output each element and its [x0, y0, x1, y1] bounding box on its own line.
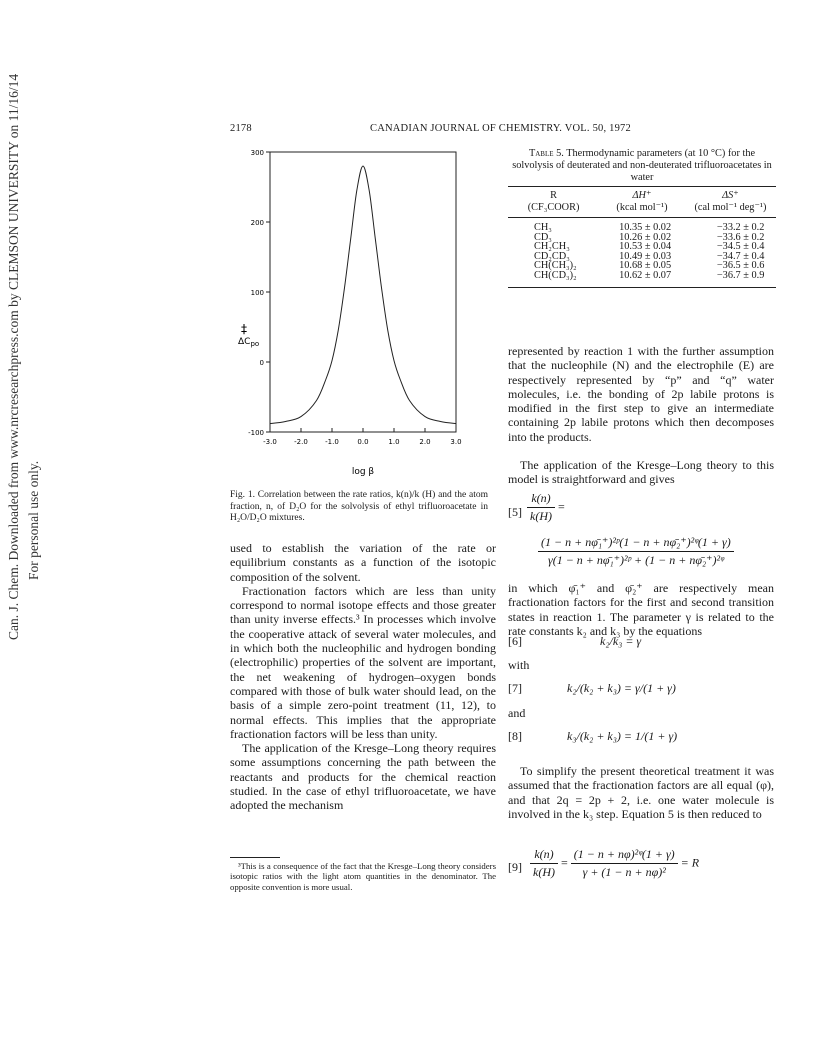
table-cell: 10.26 ± 0.02: [619, 231, 672, 243]
text-and: and: [508, 706, 526, 720]
left-paragraph-2: Fractionation factors which are less than unity correspond to normal isotope effects and those greater than unity inverse effects.³ In processes which involve the cooperative attack of several water molecules, and in which both the nucleophilic and hydrogen bonding (electrophilic) properties of the solvent are important, the net weakening of hydrogen–oxygen bonds compared with those of bulk water should lead, on the basis of a simple zero-point treatment (11, 12), to normal effects. This implies that the appropriate fractionation factors will be less than unity.: [230, 583, 496, 741]
table-row: [508, 218, 776, 233]
y-tick-label: 0: [259, 359, 264, 367]
table-row: [508, 271, 776, 287]
y-tick-label: 300: [250, 149, 264, 157]
table-header-r: R (CF₃COOR): [527, 190, 580, 213]
eq8: k₃/(k₂ + k₃) = 1/(1 + γ): [567, 729, 678, 743]
table-cell: CH(CD₃)₂: [508, 271, 599, 287]
eq5-rhs: $\frac{\text{(1 − n + nφ̄₁⁺)²ᵖ(1 − n + nφ̄₂⁺)²ᵠ(1 + γ)}}{\text{γ(1 − n + nφ̄₁⁺)²ᵖ + (1 − n + nφ̄₂⁺)²ᵠ}}$: [538, 535, 734, 568]
right-paragraph-3: in which φ̄₁⁺ and φ̄₂⁺ are respectively mean fractionation factors for the first and second transition states in reaction 1. The parameter γ is related to the rate constants k₂ and k₃ by the equations: [508, 581, 774, 638]
watermark-line-1: Can. J. Chem. Downloaded from www.nrcresearchpress.com by CLEMSON UNIVERSITY on 11/16/14: [6, 73, 21, 640]
right-paragraph-1: represented by reaction 1 with the further assumption that the nucleophile (N) and the electrophile (E) are respectively represented by “p” and “q” water molecules, i.e. the bonding of 2p labile protons is modified in the first step to give an intermediate containing 2p labile protons which then decomposes into the products.: [508, 344, 774, 444]
table-caption: [508, 148, 776, 184]
table-cell: −36.5 ± 0.6: [716, 260, 765, 272]
right-paragraph-4: To simplify the present theoretical treatment it was assumed that the fractionation factors are all equal (φ), and that 2q = 2p + 2, i.e. one water molecule is involved in the k₃ step. Equation 5 is then reduced to: [508, 764, 774, 821]
table-caption-text: Thermodynamic parameters (at 10 °C) for the solvolysis of deuterated and non-deuterated trifluoroacetates in water: [512, 148, 772, 183]
figure-caption: Fig. 1. Correlation between the rate ratios, k(n)/k (H) and the atom fraction, n, of D₂O for the solvolysis of ethyl trifluoroacetate in H₂O/D₂O mixtures.: [230, 490, 488, 523]
plot-frame: [270, 152, 456, 432]
table-cell: −33.6 ± 0.2: [716, 231, 765, 243]
table-cell: −36.7 ± 0.9: [685, 271, 776, 287]
chart-series-curve: [270, 166, 456, 424]
table-cell: 10.35 ± 0.02: [619, 222, 672, 233]
x-tick-label: 0.0: [357, 438, 369, 446]
eq7: k₂/(k₂ + k₃) = γ/(1 + γ): [567, 681, 676, 695]
page-number: 2178: [230, 123, 252, 134]
table-cell: −33.2 ± 0.2: [716, 222, 765, 233]
table-header-ds: ΔS⁺ (cal mol⁻¹ deg⁻¹): [694, 190, 767, 213]
table-cell: 10.49 ± 0.03: [619, 250, 672, 262]
y-tick-label: 100: [250, 289, 264, 297]
x-tick-label: 3.0: [450, 438, 462, 446]
eq8-number: [8]: [508, 729, 522, 743]
thermo-table: [508, 186, 776, 288]
table-cell: 10.68 ± 0.05: [619, 260, 672, 272]
footnote-rule: [230, 857, 280, 858]
eq9: $\frac{k(n)}{k(H)}$ = $\frac{\text{(1 − n + nφ)²ᵠ(1 + γ)}}{\text{γ + (1 − n + nφ)²}}$ = R: [530, 847, 699, 880]
eq9-number: [9]: [508, 860, 522, 874]
x-axis-label: log β: [351, 467, 375, 477]
eq6-number: [6]: [508, 634, 522, 648]
x-tick-label: 1.0: [388, 438, 400, 446]
table-cell: −34.5 ± 0.4: [716, 241, 765, 253]
y-axis-label: $\Delta C_{po}$: [238, 337, 260, 348]
running-title: CANADIAN JOURNAL OF CHEMISTRY. VOL. 50, 1972: [370, 123, 631, 134]
table-header-dh: ΔH⁺ (kcal mol⁻¹): [616, 190, 668, 213]
table-cell: −34.7 ± 0.4: [716, 250, 765, 262]
y-tick-label: 200: [250, 219, 264, 227]
table-cell: 10.53 ± 0.04: [619, 241, 672, 253]
left-column: [230, 541, 496, 813]
y-axis-super: ‡: [241, 322, 247, 336]
footnote: ³This is a consequence of the fact that the Kresge–Long theory considers isotopic ratios with the light atom quantities in the denominator. The opposite convention is more usual.: [230, 861, 496, 892]
x-tick-label: 2.0: [419, 438, 431, 446]
eq5-number: [5]: [508, 505, 522, 519]
table-cell: CH(CH₃)₂: [534, 260, 577, 272]
right-paragraph-2: The application of the Kresge–Long theory to this model is straightforward and gives: [508, 458, 774, 487]
download-watermark: [0, 73, 60, 1000]
table-caption-label: Table 5.: [528, 148, 564, 159]
x-tick-label: -2.0: [294, 438, 308, 446]
text-with: with: [508, 658, 530, 672]
table-cell: 10.62 ± 0.07: [599, 271, 685, 287]
watermark-line-2: For personal use only.: [26, 460, 41, 580]
left-paragraph-1: used to establish the variation of the rate or equilibrium constants as a function of the isotopic composition of the solvent.: [230, 541, 496, 584]
eq7-number: [7]: [508, 681, 522, 695]
eq6: k₂/k₃ = γ: [600, 634, 642, 648]
eq5-lhs: $\frac{k(n)}{k(H)}$ =: [527, 491, 565, 524]
x-tick-label: -3.0: [263, 438, 277, 446]
x-tick-label: -1.0: [325, 438, 339, 446]
table-cell: CH₃: [534, 222, 552, 233]
figure-1-chart: [230, 138, 500, 488]
table-cell: CD₂CD₃: [534, 250, 570, 262]
y-tick-label: -100: [248, 429, 264, 437]
table-cell: CD₃: [534, 231, 552, 243]
left-paragraph-3: The application of the Kresge–Long theory requires some assumptions concerning the path between the reactants and products for the chemical reaction studied. In the case of ethyl trifluoroacetate, we have adopted the mechanism: [230, 741, 496, 813]
table-cell: CH₂CH₃: [534, 241, 570, 253]
